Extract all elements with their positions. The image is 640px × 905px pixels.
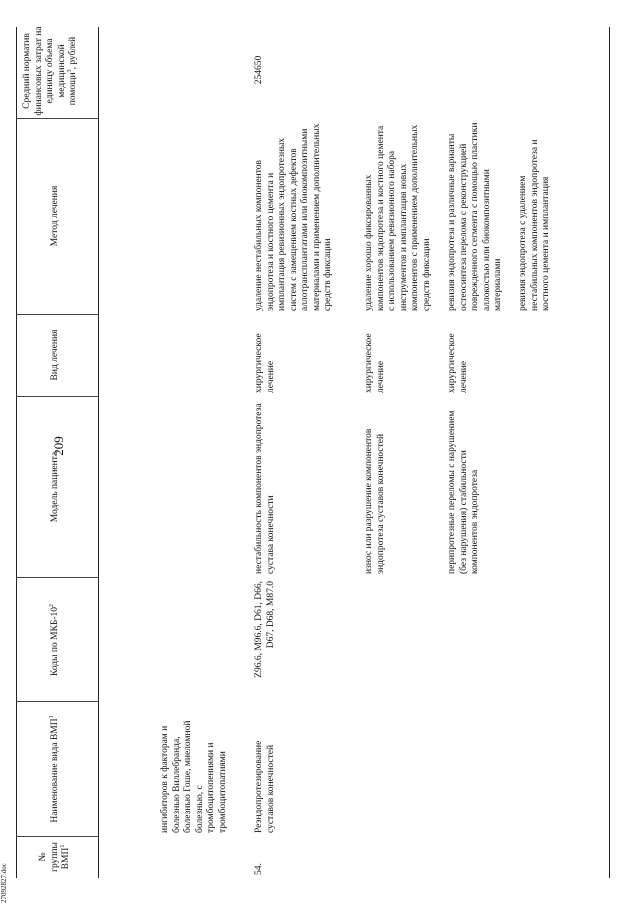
continuation-text: ингибиторов к факторам и болезнью Виллебранда, болезнью Гоше, миеломной болезнью, с тромбоцитопениями и тромбоцитопатиями (160, 720, 228, 833)
method-1: удаление нестабильных компонентов эндопротеза и костного цемента и имплантация ревизионных эндопротезных систем с замещением костных дефектов аллотрансплантатами или биокомпозитными материалами и применением дополнительных средств фиксации (254, 123, 333, 311)
table-top-border (16, 27, 17, 878)
header-group-number: № группы ВМП$^1$ (38, 842, 71, 872)
page-number: 209 (50, 436, 66, 456)
method-3a: ревизия эндопротеза и различные варианты остеосинтеза перелома с реконструкцией поврежденного сегмента с помощью пластики аллокостью или биокомпозитными материалами (447, 122, 503, 311)
column-divider (16, 314, 98, 315)
header-icd-codes: Коды по МКБ-$10^2$ (48, 603, 60, 677)
treatment-2: хирургическое лечение (364, 333, 386, 393)
column-divider (16, 836, 98, 837)
column-divider (16, 577, 98, 578)
header-treatment-type: Вид лечения (50, 329, 60, 381)
table-bottom-border (609, 27, 610, 878)
column-divider (16, 396, 98, 397)
header-treatment-method: Метод лечения (50, 185, 60, 247)
row-icd-codes: Z96.6, M96.6, D61, D66, D67, D68, M87.0 (254, 581, 276, 678)
method-2: удаление хорошо фиксированных компонентов эндопротеза и костного цемента с использованием ревизионного набора инструментов и имплантация новых компонентов с применением дополнительных средств фиксации (364, 124, 432, 311)
header-average-cost: Средний норматив финансовых затрат на единицу объема медицинской помощи$^3$, рублей (22, 26, 78, 116)
document-code: 27092827.doc (0, 863, 8, 903)
treatment-3: хирургическое лечение (447, 333, 469, 393)
header-bottom-border (98, 27, 99, 878)
model-1: нестабильность компонентов эндопротеза сустава конечности (254, 403, 276, 574)
treatment-1: хирургическое лечение (254, 333, 276, 393)
column-divider (16, 701, 98, 702)
model-2: износ или разрушение компонентов эндопротеза суставов конечностей (364, 428, 386, 574)
header-vmp-name: Наименование вида ВМП$^1$ (48, 715, 60, 823)
header-patient-model: Модель пациента (50, 451, 60, 523)
row-vmp-name: Реэндопротезирование суставов конечностей (254, 740, 276, 833)
method-3b: ревизия эндопротеза с удалением нестабильных компонентов эндопротеза и костного цемента и имплантация (518, 139, 551, 311)
column-divider (16, 118, 98, 119)
row-number: 54. (254, 863, 264, 875)
model-3: перипротезные переломы с нарушением (без нарушения) стабильности компонентов эндопротеза (447, 410, 480, 574)
row-average-cost: 254650 (254, 55, 264, 85)
